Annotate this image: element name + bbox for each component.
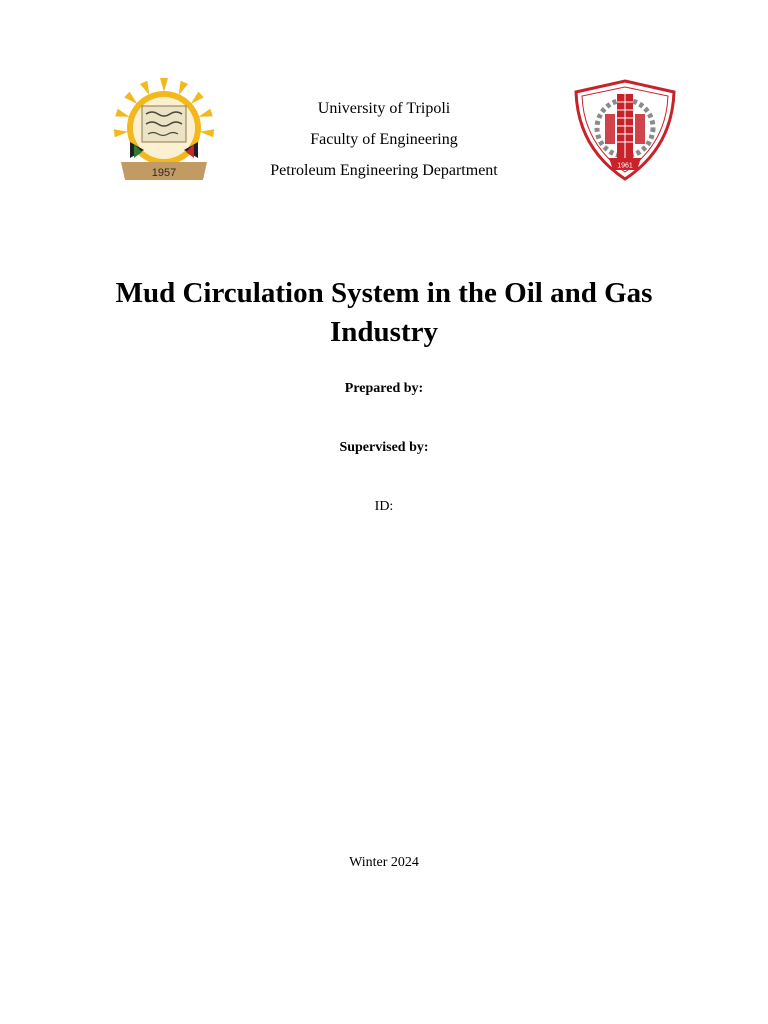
document-date: Winter 2024 — [349, 855, 419, 870]
document-header — [0, 0, 768, 200]
university-name: University of Tripoli — [317, 100, 451, 117]
department-name: Petroleum Engineering Department — [270, 162, 498, 179]
faculty-name: Faculty of Engineering — [310, 131, 458, 148]
institution-block — [200, 93, 568, 186]
seal-year: 1957 — [151, 167, 177, 179]
document-title: Mud Circulation System in the Oil and Gas Industry — [115, 277, 653, 348]
supervised-by-label: Supervised by: — [339, 440, 429, 455]
faculty-shield-icon — [571, 78, 679, 182]
id-label: ID: — [374, 499, 394, 514]
shield-year: 1961 — [617, 162, 633, 170]
prepared-by-label: Prepared by: — [344, 381, 424, 396]
